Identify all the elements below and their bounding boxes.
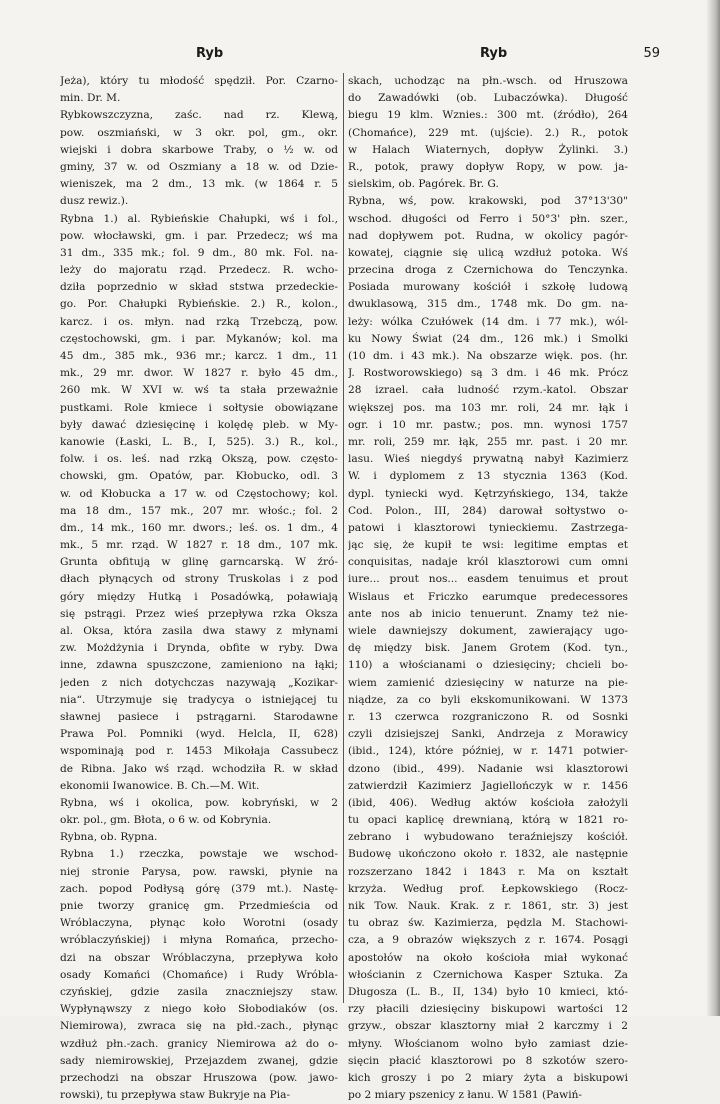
text-line: min. Dr. M. [60, 92, 121, 105]
text-line: Rybna, wś i okolica, pow. kobryński, w 2 [60, 796, 338, 809]
text-line: Niemirowa), zwraca się na płd.-zach., płynąc [60, 1020, 338, 1033]
text-line: Wróblaczyna, płynąc koło Worotni (osady [60, 917, 338, 930]
text-line: Grunta obfitują w glinę garncarską. W źró- [60, 556, 338, 569]
text-line: (ibid., 124), które później, w r. 1471 potwier- [348, 745, 628, 758]
text-line: włościanin z Czernichowa Kasper Sztuka. Za [348, 968, 628, 981]
text-line: dypl. tyniecki wyd. Kętrzyńskiego, 134, także [348, 487, 628, 500]
text-line: wiele dawniejszy dokument, zawierający ugo- [348, 625, 628, 637]
right-column [348, 73, 628, 1104]
text-line: góry między Hutką i Posadówką, poławiają [60, 590, 338, 603]
text-line: skach, uchodząc na płn.-wsch. od Hruszowa [348, 75, 628, 87]
text-line: karcz. i os. młyn. nad rzką Trzebczą, pow. [60, 315, 338, 328]
text-line: sielskim, ob. Pagórek. Br. G. [348, 178, 499, 191]
text-line: pow. oszmiański, w 3 okr. pol, gm., okr. [60, 126, 338, 139]
text-line: lasu. Wieś niegdyś prywatną nabył Kazimierz [348, 453, 628, 466]
text-line: ekonomii Iwanowice. B. Ch.—M. Wit. [60, 779, 260, 792]
text-line: dusz rewiz.). [60, 195, 129, 208]
text-line: po 2 miary pszenicy z łanu. W 1581 (Pawiń- [348, 1089, 582, 1102]
text-line: dziła poprzednio w skład ststwa przedeckie- [60, 281, 338, 294]
text-line: tu opaci kaplicę drewnianą, którą w 1821 ro- [348, 814, 628, 827]
text-line: folw. i os. leś. nad rzką Okszą, pow. często- [60, 453, 338, 466]
text-line: pow. włocławski, gm. i par. Przedecz; wś ma [60, 229, 338, 242]
text-line: (10 dm. i 43 mk.). Na obszarze więk. pos. (hr. [348, 350, 628, 362]
text-line: rozszerzano 1842 i 1843 r. Ma on kształt [348, 865, 628, 878]
text-line: sławnej pasiece i pstrągarni. Starodawne [60, 710, 338, 723]
text-line: de Ribna. Jako wś rząd. wchodziła R. w skład [60, 762, 338, 775]
text-line: go. Por. Chałupki Rybieńskie. 2.) R., kolon., [60, 298, 338, 311]
text-line: Rybna 1.) al. Rybieńskie Chałupki, wś i fol., [60, 212, 338, 225]
text-line: w Halach Wiaternych, dopływ Żylinki. 3.) [348, 143, 628, 156]
left-column [60, 73, 338, 1104]
text-line: się pstrągi. Przez wieś przepływa rzka Oksza [60, 607, 338, 620]
text-line: cza, a 9 obrazów większych z r. 1674. Posągi [348, 934, 628, 947]
text-line: Rybkowszczyzna, zaśc. nad rz. Klewą, [60, 109, 338, 122]
text-line: przecina droga z Czernichowa do Tenczynka. [348, 264, 628, 277]
text-line: kanowie (Łaski, L. B., I, 525). 3.) R., kol., [60, 435, 338, 448]
text-line: 31 dm., 335 mk.; fol. 9 dm., 80 mk. Fol. na- [60, 246, 338, 259]
text-line: (ibid, 406). Według aktów kościoła założyli [348, 796, 628, 809]
text-line: J. Rostworowskiego) są 3 dm. i 46 mk. Prócz [348, 367, 628, 380]
text-line: tu obraz św. Kazimierza, pędzla M. Stachowi- [348, 917, 628, 930]
text-line: Rybna, wś, pow. krakowski, pod 37°13'30" [348, 195, 628, 208]
text-line: W. i dyplomem z 13 stycznia 1363 (Kod. [348, 470, 628, 483]
text-line: zebrano i wybudowano teraźniejszy kościół. [348, 831, 628, 844]
text-line: wspominają pod r. 1453 Mikołaja Cassubecz [60, 745, 338, 758]
text-line: al. Oksa, która zasila dwa stawy z młynami [60, 625, 338, 637]
text-line: zw. Możdżynia i Drynda, obfite w ryby. Dwa [60, 642, 338, 655]
text-line: dę między bisk. Janem Grotem (Kod. tyn., [348, 642, 628, 655]
text-line: ogr. i 10 mr. pastw.; pos. mn. wynosi 1757 [348, 418, 628, 431]
text-line: chowski, gm. Opatów, par. Kłobucko, odl. 3 [60, 470, 338, 483]
text-line: r. 13 czerwca rozgraniczono R. od Sosnki [348, 710, 628, 723]
text-line: wiejski i dobra skarbowe Traby, o ½ w. od [60, 143, 338, 156]
text-line: Rybna, ob. Rypna. [60, 831, 158, 844]
header-left-word: Ryb [196, 46, 224, 61]
text-line: sady niemirowskiej, Przejazdem zwanej, gdzie [60, 1054, 338, 1067]
text-line: osady Komańci (Chomańce) i Rudy Wróbla- [60, 968, 338, 981]
text-line: kowatej, ciągnie się ulicą wzdłuż potoka. Wś [348, 246, 628, 259]
text-line: leży: wólka Czułówek (14 dm. i 77 mk.), wól- [348, 315, 628, 328]
text-line: inne, zdawna spuszczone, zamieniono na łąki; [60, 659, 338, 672]
text-line: wróblaczyńskiej) i młyna Romańca, przecho- [60, 934, 338, 947]
text-line: do Zawadówki (ob. Lubaczówka). Długość [348, 92, 628, 105]
text-line: dzono (ibid., 499). Nadanie wsi klasztorowi [348, 762, 628, 775]
text-line: nad dopływem pot. Rudna, w okolicy pagór- [348, 229, 628, 242]
text-line: większej pos. ma 103 mr. roli, 24 mr. łąk i [348, 401, 628, 414]
text-line: biegu 19 klm. Wznies.: 300 mt. (źródło), 264 [348, 109, 628, 122]
text-line: mk., 5 mr. rząd. W 1827 r. 18 dm., 107 mk. [60, 539, 338, 552]
text-line: pnie tworzy granicę gm. Przedmieścia od [60, 900, 338, 912]
text-line: conquisitas, nadaje król klasztorowi cum omni [348, 556, 628, 569]
text-line: były dawać dziesięcinę i kolędę pleb. w My- [60, 418, 338, 431]
text-line: dzi na obszar Wróblaczyna, przepływa koło [60, 951, 338, 964]
text-line: patowi i klasztorowi tynieckiemu. Zastrzega- [348, 521, 628, 534]
text-line: Rybna 1.) rzeczka, powstaje we wschod- [60, 848, 338, 861]
text-line: nia“. Utrzymuje się tradycya o istniejącej tu [60, 693, 338, 706]
text-line: Długosza (L. B., II, 134) było 10 kmieci, któ- [348, 985, 628, 998]
text-line: ku Nowy Świat (24 dm., 126 mk.) i Smolki [348, 332, 628, 345]
text-line: 45 dm., 385 mk., 936 mr.; karcz. 1 dm., 11 [60, 350, 338, 362]
text-line: wiem zamienić dziesięciny w naturze na pie- [348, 676, 628, 689]
text-line: Jeża), który tu młodość spędził. Por. Czarno- [60, 75, 338, 87]
text-line: 260 mk. W XVI w. wś ta stała przeważnie [60, 384, 338, 397]
text-line: okr. pol., gm. Błota, o 6 w. od Kobrynia. [60, 814, 272, 827]
text-line: leży do majoratu rząd. Przedecz. R. wcho- [60, 264, 338, 277]
text-line: w. od Kłobucka a 17 w. od Częstochowy; kol. [60, 487, 338, 500]
text-line: częstochowski, gm. i par. Mykanów; kol. ma [60, 332, 338, 345]
text-line: kich groszy i po 2 miary żyta a biskupowi [348, 1071, 628, 1084]
text-line: dwuklasową, 315 dm., 1748 mk. Do gm. na- [348, 298, 628, 311]
text-line: nik Tow. Nauk. Krak. z r. 1861, str. 3) jest [348, 900, 628, 912]
text-line: jąc się, że kupił te wsi: legitime emptas et [348, 539, 628, 552]
text-line: Cod. Polon., III, 284) darował sołtystwo o- [348, 504, 628, 517]
text-line: ante nos ab inicio tenuerunt. Znamy też nie- [348, 607, 628, 620]
text-line: jeden z nich dotychczas nazywają „Kozikar- [60, 676, 338, 689]
text-line: apostołów na około kościoła miał wykonać [348, 951, 628, 964]
text-line: rzy płacili dziesięciny biskupowi wartości 12 [348, 1003, 628, 1016]
text-line: przechodzi na obszar Hruszowa (pow. jawo- [60, 1071, 338, 1084]
header-center-word: Ryb [480, 46, 508, 61]
text-line: zatwierdził Kazimierz Jagiellończyk w r. 1456 [348, 779, 628, 792]
text-line: Prawa Pol. Pomniki (wyd. Helcla, II, 628) [60, 728, 338, 741]
text-line: młyny. Włościanom wolno było zamiast dzie- [348, 1037, 628, 1050]
text-line: rowski), tu przepływa staw Bukryje na Pia- [60, 1089, 291, 1102]
column-divider [343, 73, 344, 1003]
text-line: sięcin płacić klasztorowi po 8 szkotów szero- [348, 1054, 628, 1067]
text-line: wschod. długości od Ferro i 50°3' płn. szer., [348, 212, 628, 225]
text-line: R., potok, prawy dopływ Ropy, w pow. ja- [348, 160, 628, 173]
text-line: niej stronie Parysa, pow. rawski, płynie na [60, 865, 338, 878]
text-line: zach. popod Podłysą górę (379 mt.). Nastę- [60, 882, 338, 895]
text-line: Posiada murowany kościół i szkołę ludową [348, 281, 628, 294]
text-line: grzyw., obszar klasztorny miał 2 karczmy i 2 [348, 1020, 628, 1033]
page-number: 59 [643, 46, 660, 61]
text-line: czyńskiej, gdzie zasila znaczniejszy staw. [60, 985, 338, 998]
text-line: mr. roli, 259 mr. łąk, 255 mr. past. i 20 mr. [348, 435, 628, 448]
text-line: 110) a włościanami o dziesięciny; chcieli bo- [348, 659, 628, 672]
text-line: wieniszek, ma 2 dm., 13 mk. (w 1864 r. 5 [60, 178, 338, 191]
text-line: dm., 14 mk., 160 mr. dwors.; leś. os. 1 dm., 4 [60, 521, 338, 534]
text-line: wzdłuż płn.-zach. granicy Niemirowa aż do o- [60, 1037, 338, 1050]
text-line: Wypłynąwszy z niego koło Słobodiaków (os. [60, 1003, 338, 1016]
text-line: 28 izrael. cała ludność rzym.-katol. Obszar [348, 384, 628, 397]
text-line: niądze, za co byli ekskomunikowani. W 1373 [348, 693, 628, 706]
text-line: pustkami. Role kmiece i sołtysie obowiązane [60, 401, 338, 414]
text-line: krzyża. Według prof. Łepkowskiego (Rocz- [348, 882, 628, 895]
running-head [60, 46, 660, 68]
text-line: iure... prout nos... easdem tenuimus et prout [348, 573, 628, 586]
text-line: (Chomańce), 229 mt. (ujście). 2.) R., potok [348, 126, 628, 139]
text-line: ma 18 dm., 157 mk., 207 mr. włośc.; fol. 2 [60, 504, 338, 517]
text-line: gminy, 37 w. od Oszmiany a 18 w. od Dzie- [60, 160, 338, 173]
text-line: Budowę ukończono około r. 1832, ale następnie [348, 848, 628, 861]
text-line: mk., 29 mr. dwor. W 1827 r. było 45 dm., [60, 367, 338, 380]
text-line: dłach płynących od strony Truskolas i z pod [60, 573, 338, 586]
text-line: Wislaus et Friczko earumque predecessores [348, 590, 628, 603]
text-line: czyli dzisiejszej Sanki, Andrzeja z Morawicy [348, 728, 628, 741]
page-edge-shadow [706, 0, 720, 1016]
